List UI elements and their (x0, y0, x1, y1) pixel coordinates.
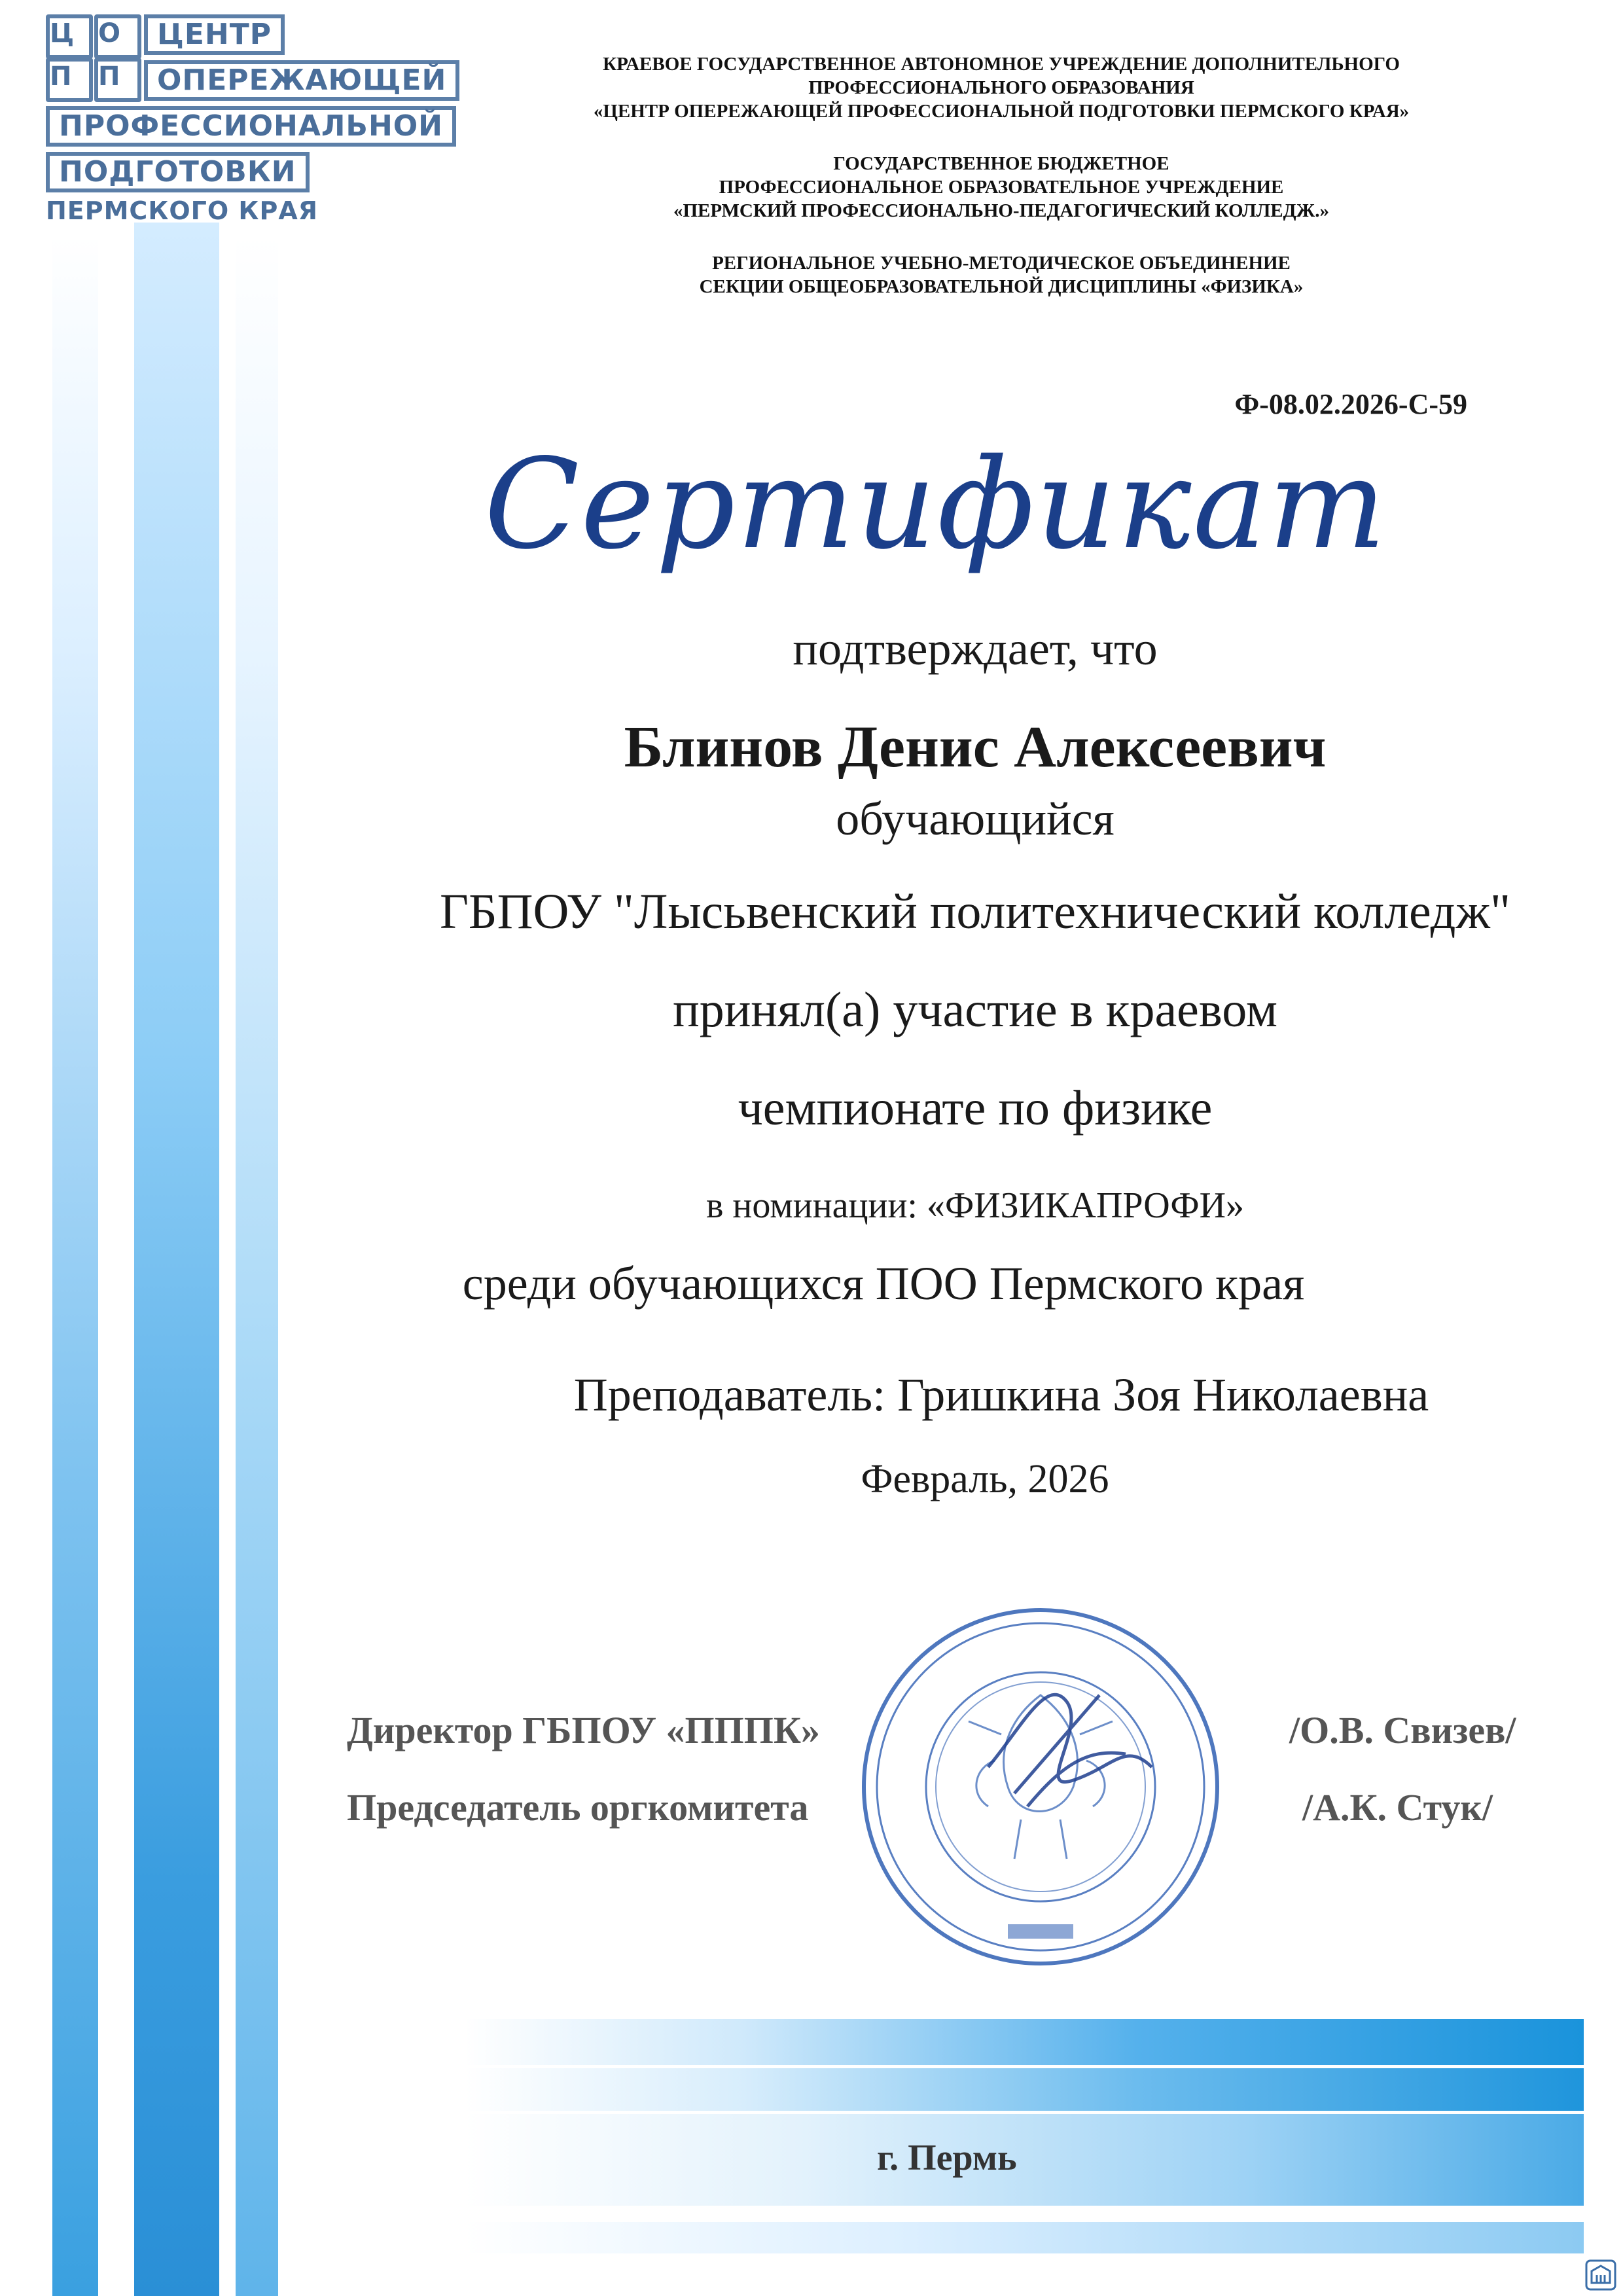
issue-date: Февраль, 2026 (861, 1457, 1109, 1501)
logo-text-line-1: ЦЕНТР (144, 14, 285, 55)
participation-text: принял(а) участие в краевом (673, 982, 1277, 1037)
participants-scope: среди обучающихся ПОО Пермского края (462, 1257, 1305, 1310)
decor-bar-4 (465, 2222, 1584, 2253)
building-icon (1585, 2259, 1616, 2291)
event-name: чемпионате по физике (738, 1081, 1213, 1136)
chair-title: Председатель оргкомитета (347, 1786, 809, 1829)
recipient-name: Блинов Денис Алексеевич (624, 715, 1327, 780)
header-org-3 (524, 251, 1479, 298)
logo-letter: П (50, 62, 73, 92)
header-line: «ЦЕНТР ОПЕРЕЖАЮЩЕЙ ПРОФЕССИОНАЛЬНОЙ ПОДГОТОВКИ ПЕРМСКОГО КРАЯ» (593, 101, 1410, 122)
decor-bar-1 (465, 2019, 1584, 2065)
director-name: /О.В. Свизев/ (1289, 1709, 1516, 1751)
document-number: Ф-08.02.2026-С-59 (1234, 388, 1467, 420)
decor-bar-2 (465, 2068, 1584, 2111)
decor-bar-3 (465, 2114, 1584, 2206)
header-org-2 (524, 152, 1479, 223)
logo-text-line-2: ОПЕРЕЖАЮЩЕЙ (144, 60, 459, 101)
director-title: Директор ГБПОУ «ПППК» (347, 1709, 820, 1751)
teacher-name: Преподаватель: Гришкина Зоя Николаевна (573, 1369, 1429, 1421)
nomination-text: в номинации: «ФИЗИКАПРОФИ» (705, 1185, 1245, 1226)
certificate-title: Сертификат (484, 432, 1387, 577)
logo-text-line-3: ПРОФЕССИОНАЛЬНОЙ (46, 106, 456, 147)
organization-logo (46, 14, 504, 224)
header-line: ПРОФЕССИОНАЛЬНОГО ОБРАЗОВАНИЯ (808, 77, 1194, 98)
header-line: ГОСУДАРСТВЕННОЕ БЮДЖЕТНОЕ (833, 153, 1169, 174)
logo-letter: П (98, 62, 121, 92)
chair-name: /А.К. Стук/ (1302, 1786, 1493, 1829)
official-stamp (851, 1597, 1230, 1977)
logo-text-line-4: ПОДГОТОВКИ (46, 152, 310, 192)
city-name: г. Пермь (877, 2138, 1017, 2178)
header-line: «ПЕРМСКИЙ ПРОФЕССИОНАЛЬНО-ПЕДАГОГИЧЕСКИЙ КОЛЛЕДЖ.» (673, 200, 1329, 221)
logo-text-line-5: ПЕРМСКОГО КРАЯ (46, 196, 319, 225)
college-name: ГБПОУ "Лысьвенский политехнический колледж" (439, 884, 1510, 939)
logo-letter: О (98, 18, 122, 48)
decor-stripe-3 (236, 236, 278, 2296)
header-line: СЕКЦИИ ОБЩЕОБРАЗОВАТЕЛЬНОЙ ДИСЦИПЛИНЫ «ФИЗИКА» (699, 276, 1304, 297)
logo-letter: Ц (50, 18, 75, 48)
header-line: РЕГИОНАЛЬНОЕ УЧЕБНО-МЕТОДИЧЕСКОЕ ОБЪЕДИНЕНИЕ (712, 253, 1291, 274)
header-line: КРАЕВОЕ ГОСУДАРСТВЕННОЕ АВТОНОМНОЕ УЧРЕЖДЕНИЕ ДОПОЛНИТЕЛЬНОГО (603, 54, 1400, 75)
confirms-text: подтверждает, что (793, 622, 1158, 675)
header-org-1 (524, 52, 1479, 123)
decor-stripe-1 (52, 236, 98, 2296)
recipient-role: обучающийся (836, 793, 1115, 845)
corner-mark (1585, 2259, 1616, 2291)
header-line: ПРОФЕССИОНАЛЬНОЕ ОБРАЗОВАТЕЛЬНОЕ УЧРЕЖДЕНИЕ (719, 177, 1284, 198)
decor-stripe-2 (134, 223, 219, 2296)
